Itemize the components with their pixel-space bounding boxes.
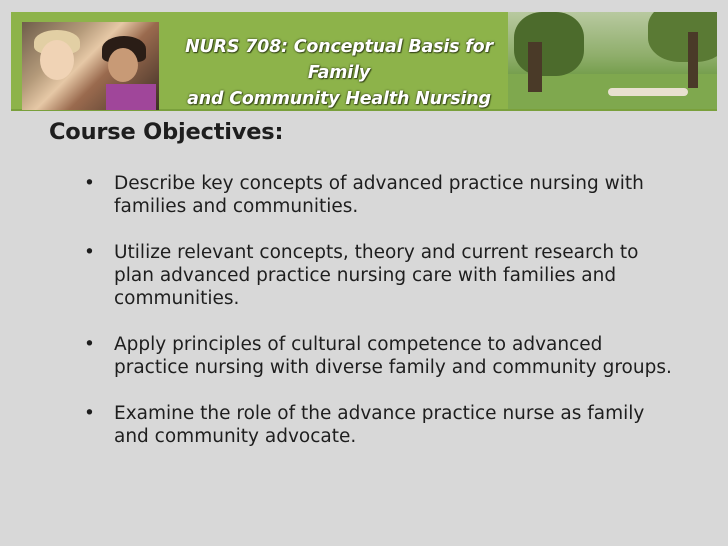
objective-text: Describe key concepts of advanced practice nursing with families and communities. xyxy=(114,173,644,217)
objective-text: Examine the role of the advance practice nurse as family and community advocate. xyxy=(114,403,645,447)
nurse-with-child-photo xyxy=(22,22,159,110)
course-title xyxy=(171,34,507,112)
bullet-icon: • xyxy=(84,403,95,424)
course-title-line-2: and Community Health Nursing xyxy=(187,89,491,109)
course-banner xyxy=(11,12,717,111)
park-community-photo xyxy=(508,12,717,109)
bullet-icon: • xyxy=(84,334,95,355)
objectives-list xyxy=(84,172,674,471)
bullet-icon: • xyxy=(84,242,95,263)
list-item xyxy=(84,241,674,310)
list-item xyxy=(84,402,674,448)
list-item xyxy=(84,333,674,379)
course-title-line-1: NURS 708: Conceptual Basis for Family xyxy=(185,37,493,83)
section-heading: Course Objectives: xyxy=(49,119,284,145)
bullet-icon: • xyxy=(84,173,95,194)
objective-text: Apply principles of cultural competence to advanced practice nursing with diverse family and community groups. xyxy=(114,334,672,378)
objective-text: Utilize relevant concepts, theory and current research to plan advanced practice nursing care with families and communities. xyxy=(114,242,639,309)
list-item xyxy=(84,172,674,218)
